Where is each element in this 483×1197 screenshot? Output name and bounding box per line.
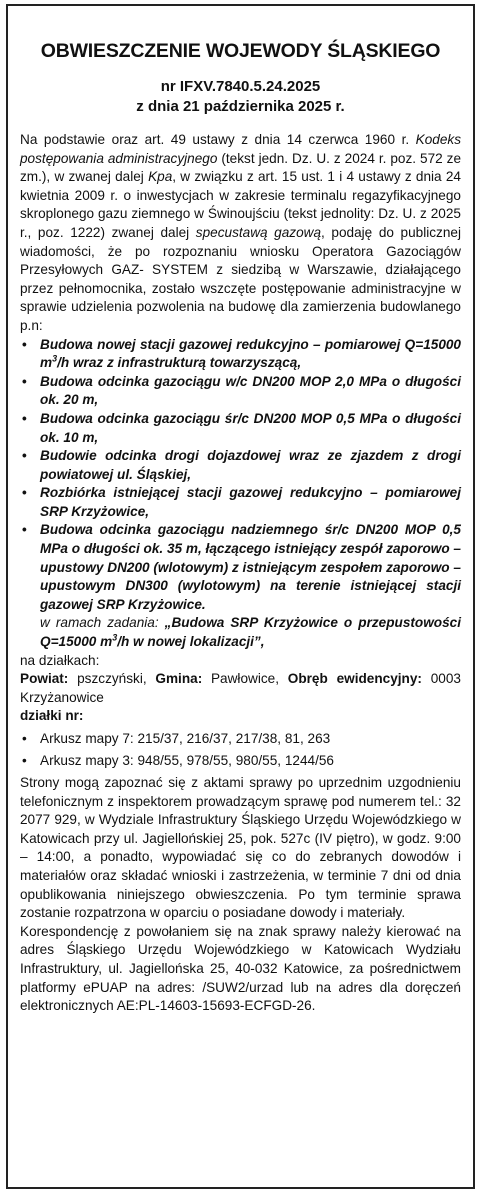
scope-item: • Rozbiórka istniejącej stacji gazowej redukcyjno – pomiarowej SRP Krzyżowice, <box>22 485 461 519</box>
bullet-icon: • <box>22 731 27 746</box>
notice-number: nr IFXV.7840.5.24.2025 <box>160 78 321 95</box>
intro-italic-2: Kpa <box>148 169 173 185</box>
intro-italic-3: specustawą gazową <box>195 224 322 240</box>
intro-italic-1: Kodeks postępowania administracyjnego <box>20 132 461 166</box>
on-plots-label: na działkach: <box>20 652 100 668</box>
location-line: Powiat: pszczyński, Gmina: Pawłowice, Obręb ewidencyjny: 0003 Krzyżanowice <box>20 671 461 705</box>
intro-text-3: , w związku z art. 15 ust. 1 i 4 ustawy z dnia 24 kwietnia 2009 r. o inwestycjach w zakresie terminalu regazyfikacyjnego skroplonego gazu ziemnego w Świnoujściu (tekst jednolity: Dz. U. z 2025 r., poz. 1222) zwanej dalej <box>20 169 461 240</box>
correspondence-paragraph: Korespondencję z powołaniem się na znak sprawy należy kierować na adres Śląskiego Urzędu Wojewódzkiego w Katowicach Wydziału Infrastruktury, ul. Jagiellońska 25, 40-032 Katowice, za pośrednictwem platformy ePUAP na adres: /SUW2/urzad lub na adres dla doręczeń elektronicznych AE:PL-14603-15693-ECFGD-26. <box>20 923 461 1014</box>
intro-paragraph <box>20 131 461 336</box>
scope-item: • Budowa odcinka gazociągu w/c DN200 MOP 2,0 MPa o długości ok. 20 m, <box>22 373 461 408</box>
scope-item: • Budowa odcinka gazociągu nadziemnego śr/c DN200 MOP 0,5 MPa o długości ok. 35 m, łączącego istniejący zespół zaporowo – upustowy DN200 (wlotowym) z istniejącym zespołem zaporowo – upustowym DN300 (wylotowym) na terenie istniejącej stacji gazowej SRP Krzyżowice. <box>22 522 461 612</box>
bullet-icon: • <box>22 522 27 538</box>
plot-item: • Arkusz mapy 3: 948/55, 978/55, 980/55, 1244/56 <box>20 750 461 772</box>
notice-date: z dnia 21 października 2025 r. <box>136 98 345 115</box>
notice-title: OBWIESZCZENIE WOJEWODY ŚLĄSKIEGO <box>40 40 441 62</box>
bullet-icon: • <box>22 373 27 389</box>
task-name: w ramach zadania: „Budowa SRP Krzyżowice o przepustowości Q=15000 $m^3/h$ w nowej lokalizacji”, <box>40 615 461 650</box>
intro-text-2: (tekst jedn. Dz. U. z 2024 r. poz. 572 ze zm.), w zwanej dalej <box>20 150 461 185</box>
bullet-icon: • <box>22 336 27 352</box>
files-paragraph: Strony mogą zapoznać się z aktami sprawy po uprzednim uzgodnieniu telefonicznym z inspektorem prowadzącym sprawę pod numerem tel.: 32 2077 929, w Wydziale Infrastruktury Śląskiego Urzędu Wojewódzkiego w Katowicach przy ul. Jagiellońskiej 25, pok. 527c (IV piętro), w godz. 9:00 – 14:00, a ponadto, wypowiadać się co do zebranych dowodów i materiałów oraz składać wnioski i zastrzeżenia, w terminie 7 dni od dnia opublikowania niniejszego obwieszczenia. Po tym terminie sprawa zostanie rozpatrzona w oparciu o posiadane dowody i materiały. <box>20 775 461 921</box>
plots-list <box>20 728 461 772</box>
bullet-icon: • <box>22 485 27 501</box>
intro-text-1: Na podstawie oraz art. 49 ustawy z dnia 14 czerwca 1960 r. <box>20 132 416 147</box>
scope-item: • Budowa nowej stacji gazowej redukcyjno – pomiarowej Q=15000 $m^3/h$ wraz z infrastrukturą towarzyszącą, <box>22 336 461 371</box>
bullet-icon: • <box>22 753 27 768</box>
scope-item: • Budowie odcinka drogi dojazdowej wraz ze zjazdem z drogi powiatowej ul. Śląskiej, <box>22 448 461 482</box>
bullet-icon: • <box>22 448 27 464</box>
plot-item: • Arkusz mapy 7: 215/37, 216/37, 217/38, 81, 263 <box>20 728 461 750</box>
intro-text-4: , podaję do publicznej wiadomości, że po rozpoznaniu wniosku Operatora Gazociągów Przesyłowych GAZ- SYSTEM z siedzibą w Warszawie, działającego przez pełnomocnika, zostało wszczęte postępowanie administracyjne w sprawie udzielenia pozwolenia na budowę dla zamierzenia budowlanego p.n: <box>20 224 461 333</box>
notice-body <box>20 131 461 1016</box>
plots-label: działki nr: <box>20 708 84 724</box>
notice-frame <box>6 4 475 1189</box>
bullet-icon: • <box>22 410 27 426</box>
scope-item: • Budowa odcinka gazociągu śr/c DN200 MOP 0,5 MPa o długości ok. 10 m, <box>22 410 461 445</box>
scope-list <box>20 336 461 615</box>
